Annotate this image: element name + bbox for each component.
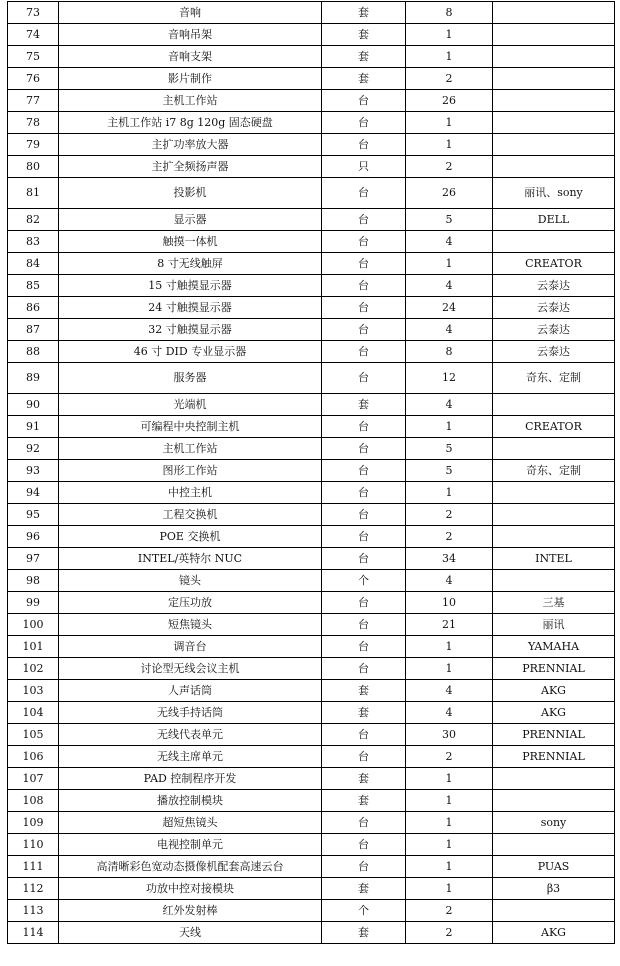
item-number-cell: 101 bbox=[8, 636, 59, 658]
item-name-cell: 短焦镜头 bbox=[59, 614, 322, 636]
item-quantity-cell: 10 bbox=[406, 592, 493, 614]
item-unit-cell: 台 bbox=[322, 724, 406, 746]
item-name-cell: 触摸一体机 bbox=[59, 231, 322, 253]
item-number-cell: 114 bbox=[8, 922, 59, 944]
item-unit-cell: 套 bbox=[322, 24, 406, 46]
item-unit-cell: 台 bbox=[322, 834, 406, 856]
item-quantity-cell: 24 bbox=[406, 297, 493, 319]
item-quantity-cell: 4 bbox=[406, 702, 493, 724]
item-note-cell: 奇东、定制 bbox=[493, 363, 615, 394]
item-note-cell bbox=[493, 570, 615, 592]
item-unit-cell: 台 bbox=[322, 416, 406, 438]
item-note-cell: DELL bbox=[493, 209, 615, 231]
item-note-cell: AKG bbox=[493, 702, 615, 724]
item-number-cell: 75 bbox=[8, 46, 59, 68]
item-name-cell: 46 寸 DID 专业显示器 bbox=[59, 341, 322, 363]
item-name-cell: POE 交换机 bbox=[59, 526, 322, 548]
item-note-cell: 三基 bbox=[493, 592, 615, 614]
item-note-cell bbox=[493, 24, 615, 46]
item-name-cell: 工程交换机 bbox=[59, 504, 322, 526]
table-row bbox=[8, 68, 615, 90]
item-number-cell: 112 bbox=[8, 878, 59, 900]
item-quantity-cell: 26 bbox=[406, 178, 493, 209]
item-note-cell: β3 bbox=[493, 878, 615, 900]
item-name-cell: 无线代表单元 bbox=[59, 724, 322, 746]
table-row bbox=[8, 812, 615, 834]
table-row bbox=[8, 856, 615, 878]
table-row bbox=[8, 134, 615, 156]
item-name-cell: 功放中控对接模块 bbox=[59, 878, 322, 900]
item-name-cell: 超短焦镜头 bbox=[59, 812, 322, 834]
table-row bbox=[8, 548, 615, 570]
item-name-cell: 讨论型无线会议主机 bbox=[59, 658, 322, 680]
item-name-cell: 24 寸触摸显示器 bbox=[59, 297, 322, 319]
item-unit-cell: 台 bbox=[322, 482, 406, 504]
item-unit-cell: 台 bbox=[322, 636, 406, 658]
table-row bbox=[8, 680, 615, 702]
item-quantity-cell: 4 bbox=[406, 394, 493, 416]
item-unit-cell: 只 bbox=[322, 156, 406, 178]
item-number-cell: 76 bbox=[8, 68, 59, 90]
item-unit-cell: 套 bbox=[322, 878, 406, 900]
table-row bbox=[8, 614, 615, 636]
item-note-cell: sony bbox=[493, 812, 615, 834]
table-row bbox=[8, 922, 615, 944]
table-row bbox=[8, 112, 615, 134]
item-name-cell: 调音台 bbox=[59, 636, 322, 658]
item-name-cell: 显示器 bbox=[59, 209, 322, 231]
item-name-cell: 光端机 bbox=[59, 394, 322, 416]
item-name-cell: 高清晰彩色宽动态摄像机配套高速云台 bbox=[59, 856, 322, 878]
item-name-cell: 8 寸无线触屏 bbox=[59, 253, 322, 275]
item-note-cell bbox=[493, 438, 615, 460]
item-note-cell: YAMAHA bbox=[493, 636, 615, 658]
item-unit-cell: 套 bbox=[322, 2, 406, 24]
equipment-table bbox=[7, 1, 615, 944]
table-row bbox=[8, 834, 615, 856]
item-name-cell: 可编程中央控制主机 bbox=[59, 416, 322, 438]
item-quantity-cell: 1 bbox=[406, 834, 493, 856]
item-note-cell: INTEL bbox=[493, 548, 615, 570]
item-note-cell bbox=[493, 394, 615, 416]
table-row bbox=[8, 592, 615, 614]
item-unit-cell: 台 bbox=[322, 658, 406, 680]
item-quantity-cell: 1 bbox=[406, 878, 493, 900]
table-row bbox=[8, 156, 615, 178]
item-name-cell: 镜头 bbox=[59, 570, 322, 592]
table-row bbox=[8, 460, 615, 482]
item-name-cell: 人声话筒 bbox=[59, 680, 322, 702]
item-name-cell: 天线 bbox=[59, 922, 322, 944]
table-row bbox=[8, 363, 615, 394]
item-number-cell: 82 bbox=[8, 209, 59, 231]
item-quantity-cell: 30 bbox=[406, 724, 493, 746]
item-unit-cell: 台 bbox=[322, 178, 406, 209]
item-name-cell: 32 寸触摸显示器 bbox=[59, 319, 322, 341]
item-note-cell bbox=[493, 526, 615, 548]
table-row bbox=[8, 790, 615, 812]
item-unit-cell: 台 bbox=[322, 460, 406, 482]
item-quantity-cell: 1 bbox=[406, 482, 493, 504]
table-row bbox=[8, 504, 615, 526]
item-note-cell: CREATOR bbox=[493, 253, 615, 275]
item-number-cell: 108 bbox=[8, 790, 59, 812]
table-row bbox=[8, 90, 615, 112]
item-name-cell: 电视控制单元 bbox=[59, 834, 322, 856]
item-note-cell: 丽讯、sony bbox=[493, 178, 615, 209]
item-note-cell bbox=[493, 46, 615, 68]
item-unit-cell: 套 bbox=[322, 922, 406, 944]
item-note-cell bbox=[493, 2, 615, 24]
item-quantity-cell: 5 bbox=[406, 209, 493, 231]
item-name-cell: 投影机 bbox=[59, 178, 322, 209]
item-unit-cell: 个 bbox=[322, 570, 406, 592]
item-name-cell: 影片制作 bbox=[59, 68, 322, 90]
item-unit-cell: 台 bbox=[322, 319, 406, 341]
item-note-cell bbox=[493, 68, 615, 90]
table-row bbox=[8, 702, 615, 724]
table-row bbox=[8, 416, 615, 438]
item-unit-cell: 台 bbox=[322, 275, 406, 297]
table-row bbox=[8, 526, 615, 548]
table-row bbox=[8, 900, 615, 922]
item-number-cell: 86 bbox=[8, 297, 59, 319]
item-note-cell: CREATOR bbox=[493, 416, 615, 438]
equipment-list-sheet bbox=[7, 1, 614, 944]
item-quantity-cell: 26 bbox=[406, 90, 493, 112]
item-number-cell: 94 bbox=[8, 482, 59, 504]
item-number-cell: 74 bbox=[8, 24, 59, 46]
item-unit-cell: 套 bbox=[322, 702, 406, 724]
item-number-cell: 111 bbox=[8, 856, 59, 878]
item-number-cell: 80 bbox=[8, 156, 59, 178]
item-number-cell: 83 bbox=[8, 231, 59, 253]
item-unit-cell: 套 bbox=[322, 790, 406, 812]
item-name-cell: PAD 控制程序开发 bbox=[59, 768, 322, 790]
item-number-cell: 77 bbox=[8, 90, 59, 112]
table-row bbox=[8, 746, 615, 768]
item-quantity-cell: 1 bbox=[406, 658, 493, 680]
item-number-cell: 99 bbox=[8, 592, 59, 614]
item-quantity-cell: 4 bbox=[406, 231, 493, 253]
item-name-cell: 音响吊架 bbox=[59, 24, 322, 46]
item-number-cell: 95 bbox=[8, 504, 59, 526]
item-quantity-cell: 2 bbox=[406, 156, 493, 178]
item-unit-cell: 台 bbox=[322, 253, 406, 275]
item-name-cell: 无线主席单元 bbox=[59, 746, 322, 768]
item-number-cell: 92 bbox=[8, 438, 59, 460]
item-note-cell bbox=[493, 768, 615, 790]
table-row bbox=[8, 297, 615, 319]
item-quantity-cell: 1 bbox=[406, 253, 493, 275]
item-number-cell: 91 bbox=[8, 416, 59, 438]
item-number-cell: 104 bbox=[8, 702, 59, 724]
item-unit-cell: 台 bbox=[322, 614, 406, 636]
item-unit-cell: 套 bbox=[322, 768, 406, 790]
item-unit-cell: 套 bbox=[322, 394, 406, 416]
item-note-cell: AKG bbox=[493, 680, 615, 702]
item-note-cell: PUAS bbox=[493, 856, 615, 878]
item-note-cell bbox=[493, 504, 615, 526]
item-unit-cell: 套 bbox=[322, 46, 406, 68]
item-note-cell: 云泰达 bbox=[493, 341, 615, 363]
item-name-cell: 无线手持话筒 bbox=[59, 702, 322, 724]
item-unit-cell: 台 bbox=[322, 209, 406, 231]
item-quantity-cell: 2 bbox=[406, 900, 493, 922]
item-name-cell: 音响 bbox=[59, 2, 322, 24]
item-unit-cell: 台 bbox=[322, 526, 406, 548]
item-quantity-cell: 12 bbox=[406, 363, 493, 394]
item-number-cell: 87 bbox=[8, 319, 59, 341]
item-number-cell: 106 bbox=[8, 746, 59, 768]
item-quantity-cell: 2 bbox=[406, 68, 493, 90]
item-unit-cell: 台 bbox=[322, 90, 406, 112]
item-unit-cell: 台 bbox=[322, 812, 406, 834]
item-quantity-cell: 1 bbox=[406, 134, 493, 156]
item-number-cell: 98 bbox=[8, 570, 59, 592]
item-unit-cell: 套 bbox=[322, 680, 406, 702]
item-unit-cell: 台 bbox=[322, 746, 406, 768]
item-note-cell: 云泰达 bbox=[493, 297, 615, 319]
item-unit-cell: 台 bbox=[322, 134, 406, 156]
item-quantity-cell: 1 bbox=[406, 416, 493, 438]
table-row bbox=[8, 438, 615, 460]
item-note-cell: PRENNIAL bbox=[493, 746, 615, 768]
item-name-cell: INTEL/英特尔 NUC bbox=[59, 548, 322, 570]
table-row bbox=[8, 394, 615, 416]
item-quantity-cell: 1 bbox=[406, 812, 493, 834]
item-name-cell: 服务器 bbox=[59, 363, 322, 394]
item-quantity-cell: 5 bbox=[406, 438, 493, 460]
item-quantity-cell: 4 bbox=[406, 319, 493, 341]
table-row bbox=[8, 570, 615, 592]
table-row bbox=[8, 178, 615, 209]
item-name-cell: 主机工作站 i7 8g 120g 固态硬盘 bbox=[59, 112, 322, 134]
item-quantity-cell: 8 bbox=[406, 2, 493, 24]
table-row bbox=[8, 341, 615, 363]
item-quantity-cell: 5 bbox=[406, 460, 493, 482]
item-name-cell: 主扩功率放大器 bbox=[59, 134, 322, 156]
item-number-cell: 84 bbox=[8, 253, 59, 275]
item-number-cell: 102 bbox=[8, 658, 59, 680]
item-number-cell: 90 bbox=[8, 394, 59, 416]
table-row bbox=[8, 275, 615, 297]
item-quantity-cell: 1 bbox=[406, 856, 493, 878]
item-unit-cell: 套 bbox=[322, 68, 406, 90]
table-row bbox=[8, 319, 615, 341]
item-quantity-cell: 8 bbox=[406, 341, 493, 363]
item-name-cell: 红外发射棒 bbox=[59, 900, 322, 922]
item-name-cell: 主扩全频扬声器 bbox=[59, 156, 322, 178]
item-number-cell: 109 bbox=[8, 812, 59, 834]
item-note-cell: PRENNIAL bbox=[493, 658, 615, 680]
item-quantity-cell: 4 bbox=[406, 680, 493, 702]
item-note-cell bbox=[493, 90, 615, 112]
item-name-cell: 15 寸触摸显示器 bbox=[59, 275, 322, 297]
item-quantity-cell: 1 bbox=[406, 24, 493, 46]
item-number-cell: 89 bbox=[8, 363, 59, 394]
item-quantity-cell: 4 bbox=[406, 570, 493, 592]
item-unit-cell: 台 bbox=[322, 112, 406, 134]
item-number-cell: 110 bbox=[8, 834, 59, 856]
item-number-cell: 105 bbox=[8, 724, 59, 746]
item-name-cell: 定压功放 bbox=[59, 592, 322, 614]
item-note-cell bbox=[493, 790, 615, 812]
item-unit-cell: 台 bbox=[322, 856, 406, 878]
item-unit-cell: 个 bbox=[322, 900, 406, 922]
item-quantity-cell: 2 bbox=[406, 504, 493, 526]
item-number-cell: 78 bbox=[8, 112, 59, 134]
table-row bbox=[8, 878, 615, 900]
item-quantity-cell: 4 bbox=[406, 275, 493, 297]
item-note-cell: 奇东、定制 bbox=[493, 460, 615, 482]
item-number-cell: 73 bbox=[8, 2, 59, 24]
table-row bbox=[8, 658, 615, 680]
item-number-cell: 88 bbox=[8, 341, 59, 363]
item-name-cell: 主机工作站 bbox=[59, 90, 322, 112]
item-note-cell: PRENNIAL bbox=[493, 724, 615, 746]
item-unit-cell: 台 bbox=[322, 548, 406, 570]
table-row bbox=[8, 2, 615, 24]
item-quantity-cell: 1 bbox=[406, 768, 493, 790]
item-name-cell: 音响支架 bbox=[59, 46, 322, 68]
table-row bbox=[8, 46, 615, 68]
item-name-cell: 播放控制模块 bbox=[59, 790, 322, 812]
table-row bbox=[8, 253, 615, 275]
item-note-cell bbox=[493, 156, 615, 178]
item-number-cell: 79 bbox=[8, 134, 59, 156]
item-quantity-cell: 21 bbox=[406, 614, 493, 636]
item-quantity-cell: 2 bbox=[406, 746, 493, 768]
table-row bbox=[8, 24, 615, 46]
item-number-cell: 85 bbox=[8, 275, 59, 297]
item-quantity-cell: 1 bbox=[406, 112, 493, 134]
table-row bbox=[8, 482, 615, 504]
item-unit-cell: 台 bbox=[322, 231, 406, 253]
item-note-cell bbox=[493, 231, 615, 253]
item-quantity-cell: 2 bbox=[406, 922, 493, 944]
equipment-table-body bbox=[8, 2, 615, 944]
item-quantity-cell: 1 bbox=[406, 636, 493, 658]
item-note-cell bbox=[493, 834, 615, 856]
item-quantity-cell: 34 bbox=[406, 548, 493, 570]
item-quantity-cell: 1 bbox=[406, 790, 493, 812]
item-number-cell: 103 bbox=[8, 680, 59, 702]
item-unit-cell: 台 bbox=[322, 341, 406, 363]
item-note-cell bbox=[493, 900, 615, 922]
item-note-cell bbox=[493, 112, 615, 134]
table-row bbox=[8, 231, 615, 253]
table-row bbox=[8, 724, 615, 746]
item-number-cell: 96 bbox=[8, 526, 59, 548]
item-unit-cell: 台 bbox=[322, 438, 406, 460]
item-note-cell: AKG bbox=[493, 922, 615, 944]
table-row bbox=[8, 636, 615, 658]
item-note-cell: 云泰达 bbox=[493, 275, 615, 297]
item-note-cell bbox=[493, 482, 615, 504]
table-row bbox=[8, 768, 615, 790]
item-number-cell: 93 bbox=[8, 460, 59, 482]
item-note-cell: 云泰达 bbox=[493, 319, 615, 341]
item-number-cell: 100 bbox=[8, 614, 59, 636]
item-number-cell: 81 bbox=[8, 178, 59, 209]
item-unit-cell: 台 bbox=[322, 297, 406, 319]
item-name-cell: 中控主机 bbox=[59, 482, 322, 504]
item-quantity-cell: 2 bbox=[406, 526, 493, 548]
item-quantity-cell: 1 bbox=[406, 46, 493, 68]
table-row bbox=[8, 209, 615, 231]
item-unit-cell: 台 bbox=[322, 504, 406, 526]
item-number-cell: 107 bbox=[8, 768, 59, 790]
item-unit-cell: 台 bbox=[322, 592, 406, 614]
item-note-cell bbox=[493, 134, 615, 156]
item-unit-cell: 台 bbox=[322, 363, 406, 394]
item-name-cell: 图形工作站 bbox=[59, 460, 322, 482]
item-number-cell: 97 bbox=[8, 548, 59, 570]
item-note-cell: 丽讯 bbox=[493, 614, 615, 636]
item-number-cell: 113 bbox=[8, 900, 59, 922]
item-name-cell: 主机工作站 bbox=[59, 438, 322, 460]
